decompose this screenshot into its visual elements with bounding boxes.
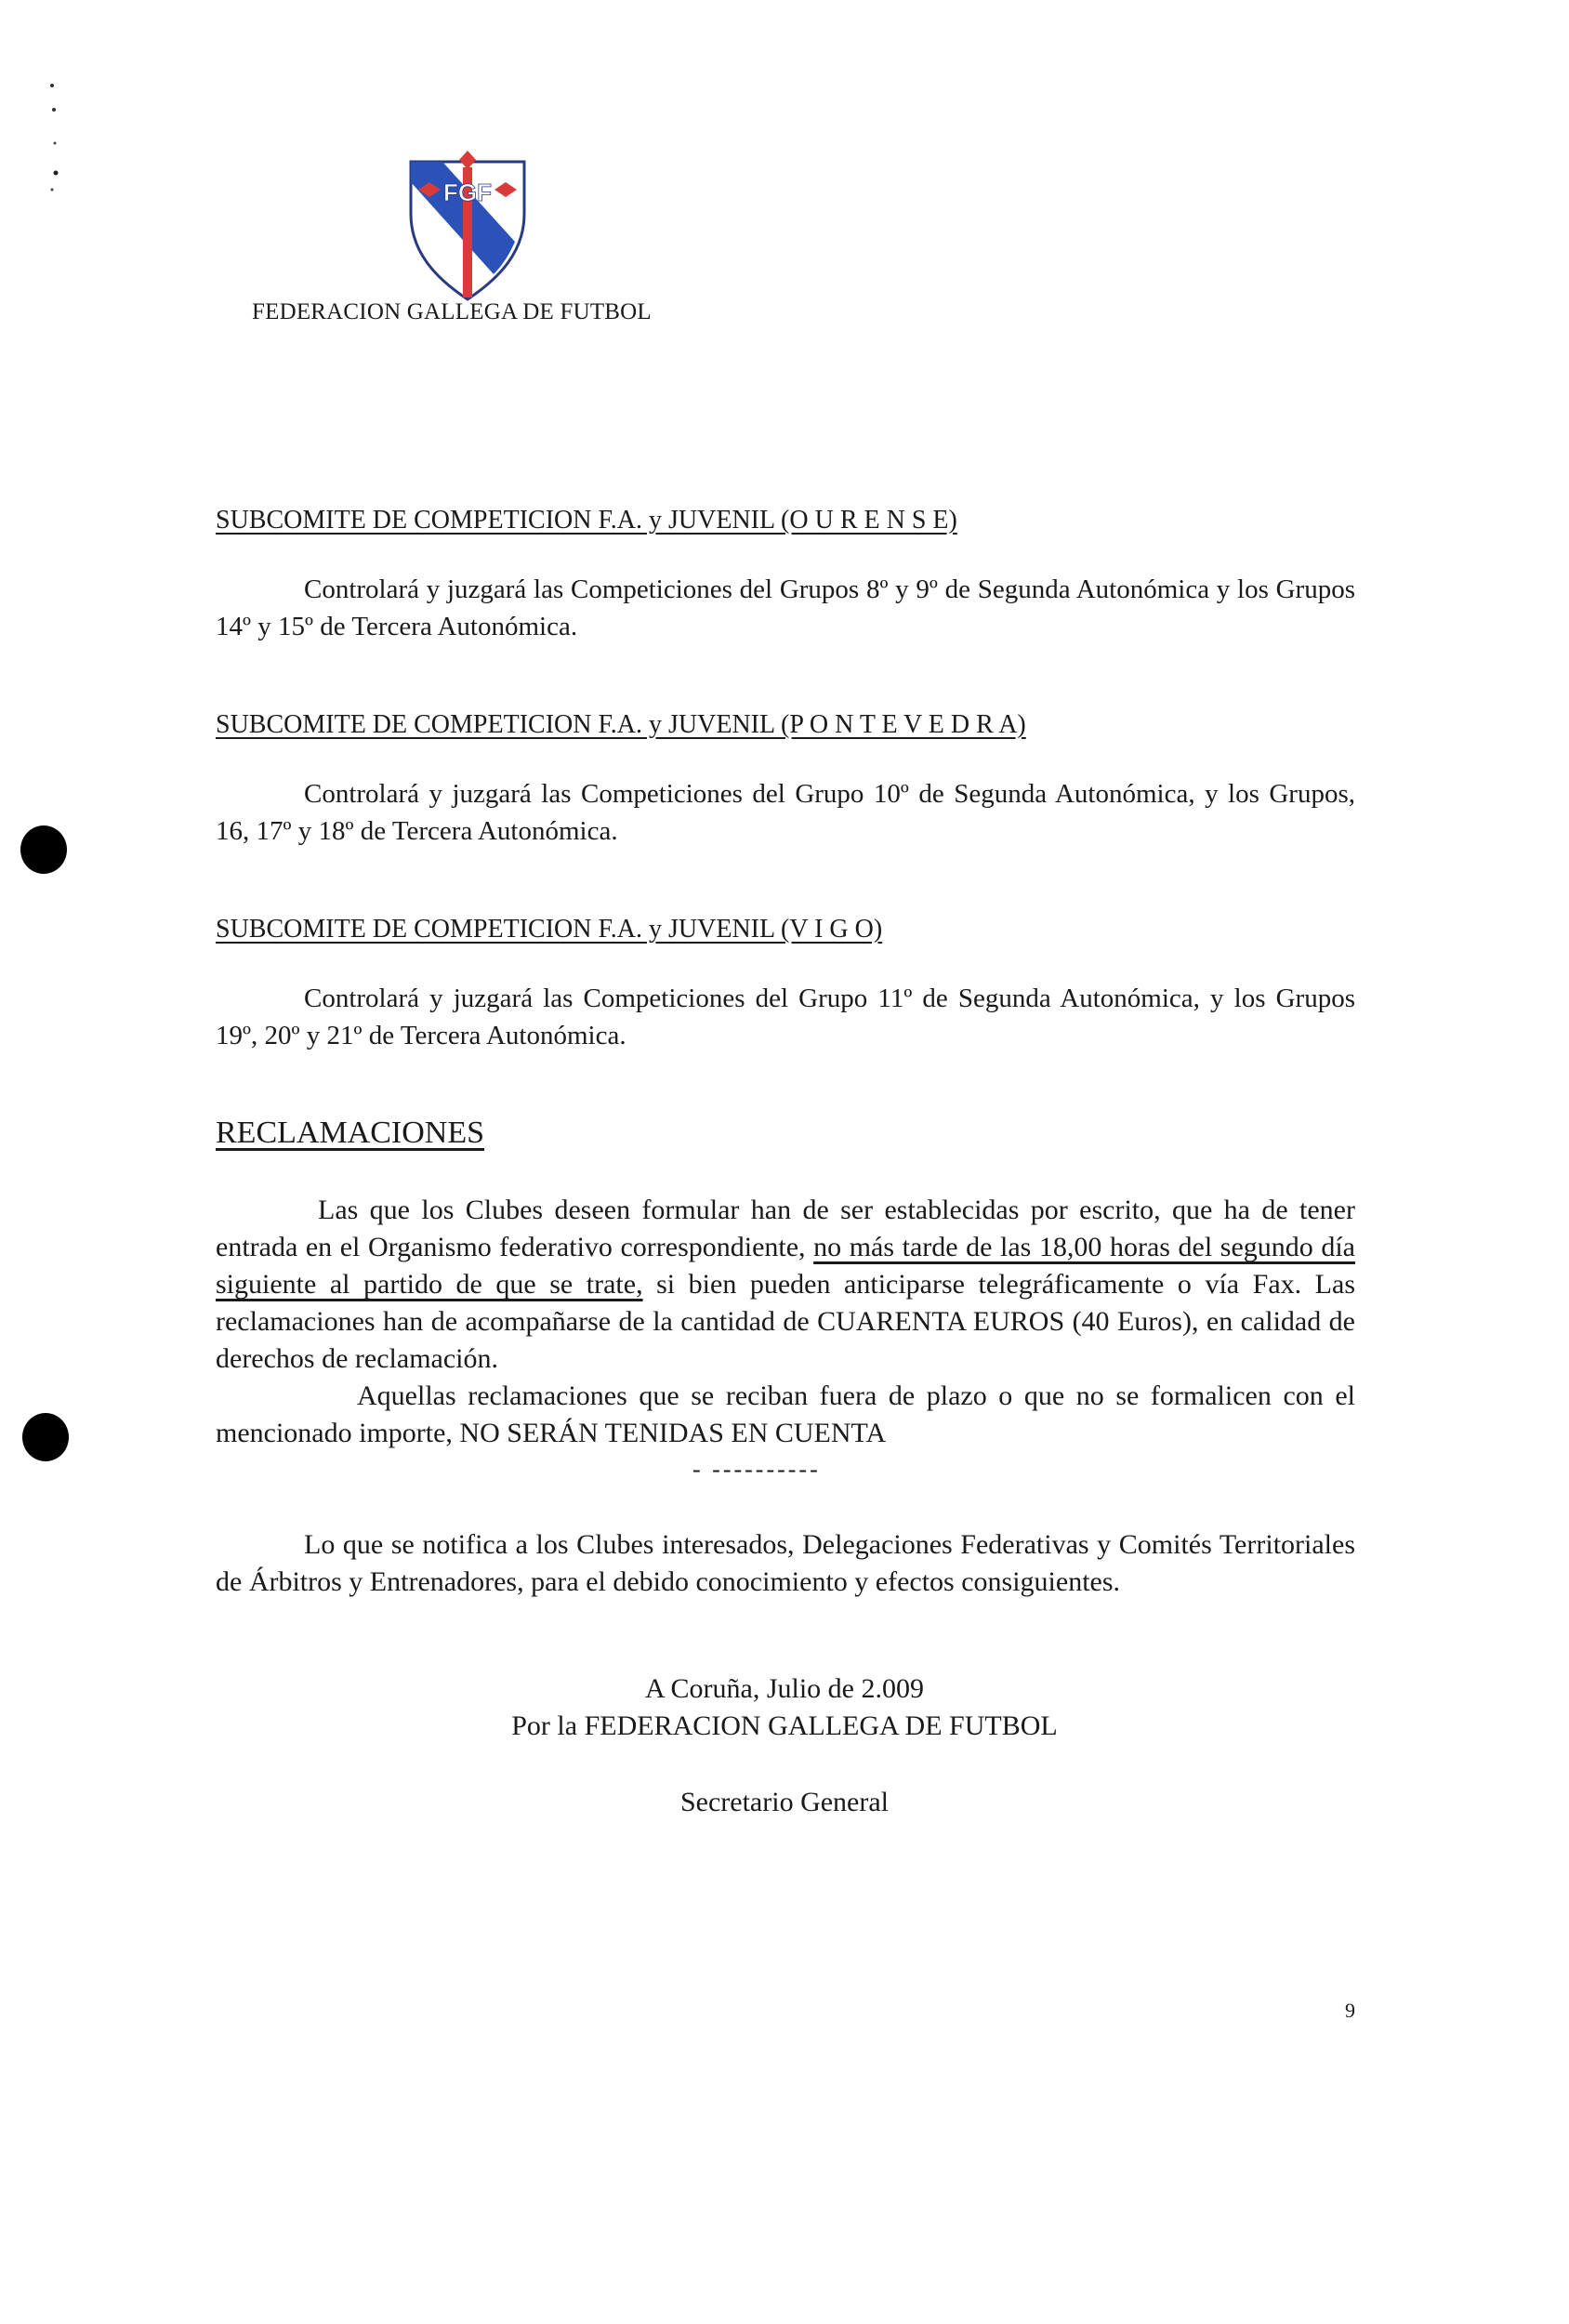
section-heading-vigo: SUBCOMITE DE COMPETICION F.A. y JUVENIL (V I G O)	[216, 915, 883, 944]
fgf-crest-icon	[405, 149, 530, 302]
section-body-vigo: Controlará y juzgará las Competiciones del Grupo 11º de Segunda Autonómica, y los Grupos 19º, 20º y 21º de Tercera Autonómica.	[216, 984, 1355, 1050]
reclamaciones-text-start: Las que los Clubes deseen formular han de ser establecidas por escrito, que ha de tener entrada en el Organismo federativo correspondiente,	[216, 1195, 1355, 1262]
section-body-ourense: Controlará y juzgará las Competiciones del Grupos 8º y 9º de Segunda Autonómica y los Grupos 14º y 15º de Tercera Autonómica.	[216, 574, 1355, 641]
reclamaciones-text-end: si bien pueden anticiparse telegráficamente o vía Fax. Las reclamaciones han de acompañarse de la cantidad de CUARENTA EUROS (40 Euros), en calidad de derechos de reclamación.	[216, 1269, 1355, 1374]
punch-hole-lower	[22, 1413, 69, 1461]
section-heading-ourense: SUBCOMITE DE COMPETICION F.A. y JUVENIL (O U R E N S E)	[216, 506, 957, 535]
punch-hole-upper	[20, 825, 67, 874]
notice-paragraph: Lo que se notifica a los Clubes interesados, Delegaciones Federativas y Comités Territoriales de Árbitros y Entrenadores, para el debido conocimiento y efectos consiguientes.	[216, 1529, 1355, 1597]
separator-dashes: - ----------	[692, 1456, 821, 1483]
page-number: 9	[1345, 1999, 1355, 2022]
reclamaciones-deadline: no más tarde de las 18,00 horas del segundo día siguiente al partido de que se trate,	[216, 1232, 1355, 1300]
on-behalf-line: Por la FEDERACION GALLEGA DE FUTBOL	[511, 1710, 1058, 1741]
section-body-pontevedra: Controlará y juzgará las Competiciones del Grupo 10º de Segunda Autonómica, y los Grupos, 16, 17º y 18º de Tercera Autonómica.	[216, 779, 1355, 846]
organization-name: FEDERACION GALLEGA DE FUTBOL	[252, 299, 652, 324]
reclamaciones-paragraph	[216, 1192, 1355, 1378]
reclamaciones-warning: Aquellas reclamaciones que se reciban fuera de plazo o que no se formalicen con el mencionado importe, NO SERÁN TENIDAS EN CUENTA	[216, 1380, 1355, 1448]
signatory: Secretario General	[679, 1787, 890, 1817]
place-date: A Coruña, Julio de 2.009	[645, 1673, 924, 1704]
reclamaciones-heading: RECLAMACIONES	[216, 1116, 485, 1150]
section-heading-pontevedra: SUBCOMITE DE COMPETICION F.A. y JUVENIL (P O N T E V E D R A)	[216, 710, 1026, 739]
crest-monogram: FGF	[443, 178, 492, 206]
scan-specks	[45, 74, 63, 260]
